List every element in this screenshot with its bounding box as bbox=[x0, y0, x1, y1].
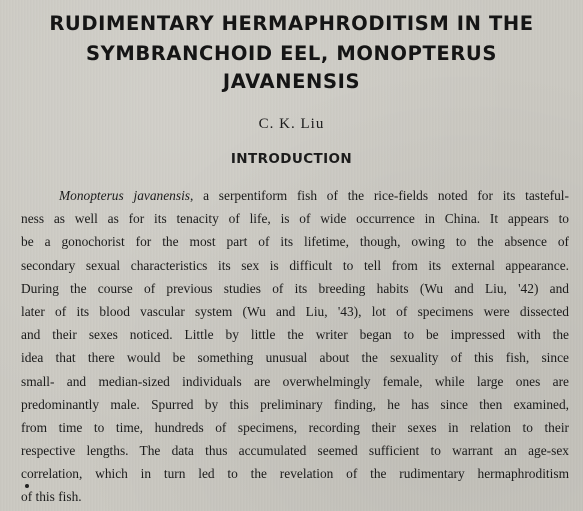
paragraph-line-11: from time to time, hundreds of specimens, recording their sexes in relation to their bbox=[21, 419, 569, 435]
paragraph-line-9: small- and median-sized individuals are overwhelmingly female, while large ones are bbox=[21, 373, 569, 389]
paragraph-line-1 bbox=[21, 184, 569, 207]
species-name: Monopterus javanensis bbox=[59, 188, 190, 203]
paragraph-line-14: of this fish. bbox=[21, 489, 82, 505]
paragraph-line-10: predominantly male. Spurred by this preliminary finding, he has since then examined, bbox=[21, 396, 569, 412]
paragraph-line-4: secondary sexual characteristics its sex is difficult to tell from its external appearance. bbox=[21, 257, 569, 273]
paragraph-line-2: ness as well as for its tenacity of life, is of wide occurrence in China. It appears to bbox=[21, 211, 569, 227]
paragraph-line-3: be a gonochorist for the most part of its lifetime, though, owing to the absence of bbox=[21, 234, 569, 250]
paragraph-line-1-rest: , a serpentiform fish of the rice-fields noted for its tasteful- bbox=[190, 188, 569, 203]
section-heading-introduction: INTRODUCTION bbox=[230, 151, 353, 167]
article-title-line-1: RUDIMENTARY HERMAPHRODITISM IN THE bbox=[49, 12, 534, 35]
article-title-line-3: JAVANENSIS bbox=[222, 70, 361, 93]
author-name: C. K. Liu bbox=[258, 116, 325, 132]
paragraph-line-7: and their sexes noticed. Little by little the writer began to be impressed with the bbox=[21, 327, 569, 343]
ink-speck bbox=[25, 484, 29, 488]
paragraph-line-13: correlation, which in turn led to the revelation of the rudimentary hermaphroditism bbox=[21, 466, 569, 482]
paragraph-line-5: During the course of previous studies of its breeding habits (Wu and Liu, '42) and bbox=[21, 280, 569, 296]
article-title-line-2: SYMBRANCHOID EEL, MONOPTERUS bbox=[85, 42, 498, 65]
paragraph-line-8: idea that there would be something unusual about the sexuality of this fish, since bbox=[21, 350, 569, 366]
paragraph-line-12: respective lengths. The data thus accumulated seemed sufficient to warrant an age-sex bbox=[21, 443, 569, 459]
paragraph-line-6: later of its blood vascular system (Wu and Liu, '43), lot of specimens were dissected bbox=[21, 303, 569, 319]
introduction-paragraph bbox=[21, 184, 569, 509]
